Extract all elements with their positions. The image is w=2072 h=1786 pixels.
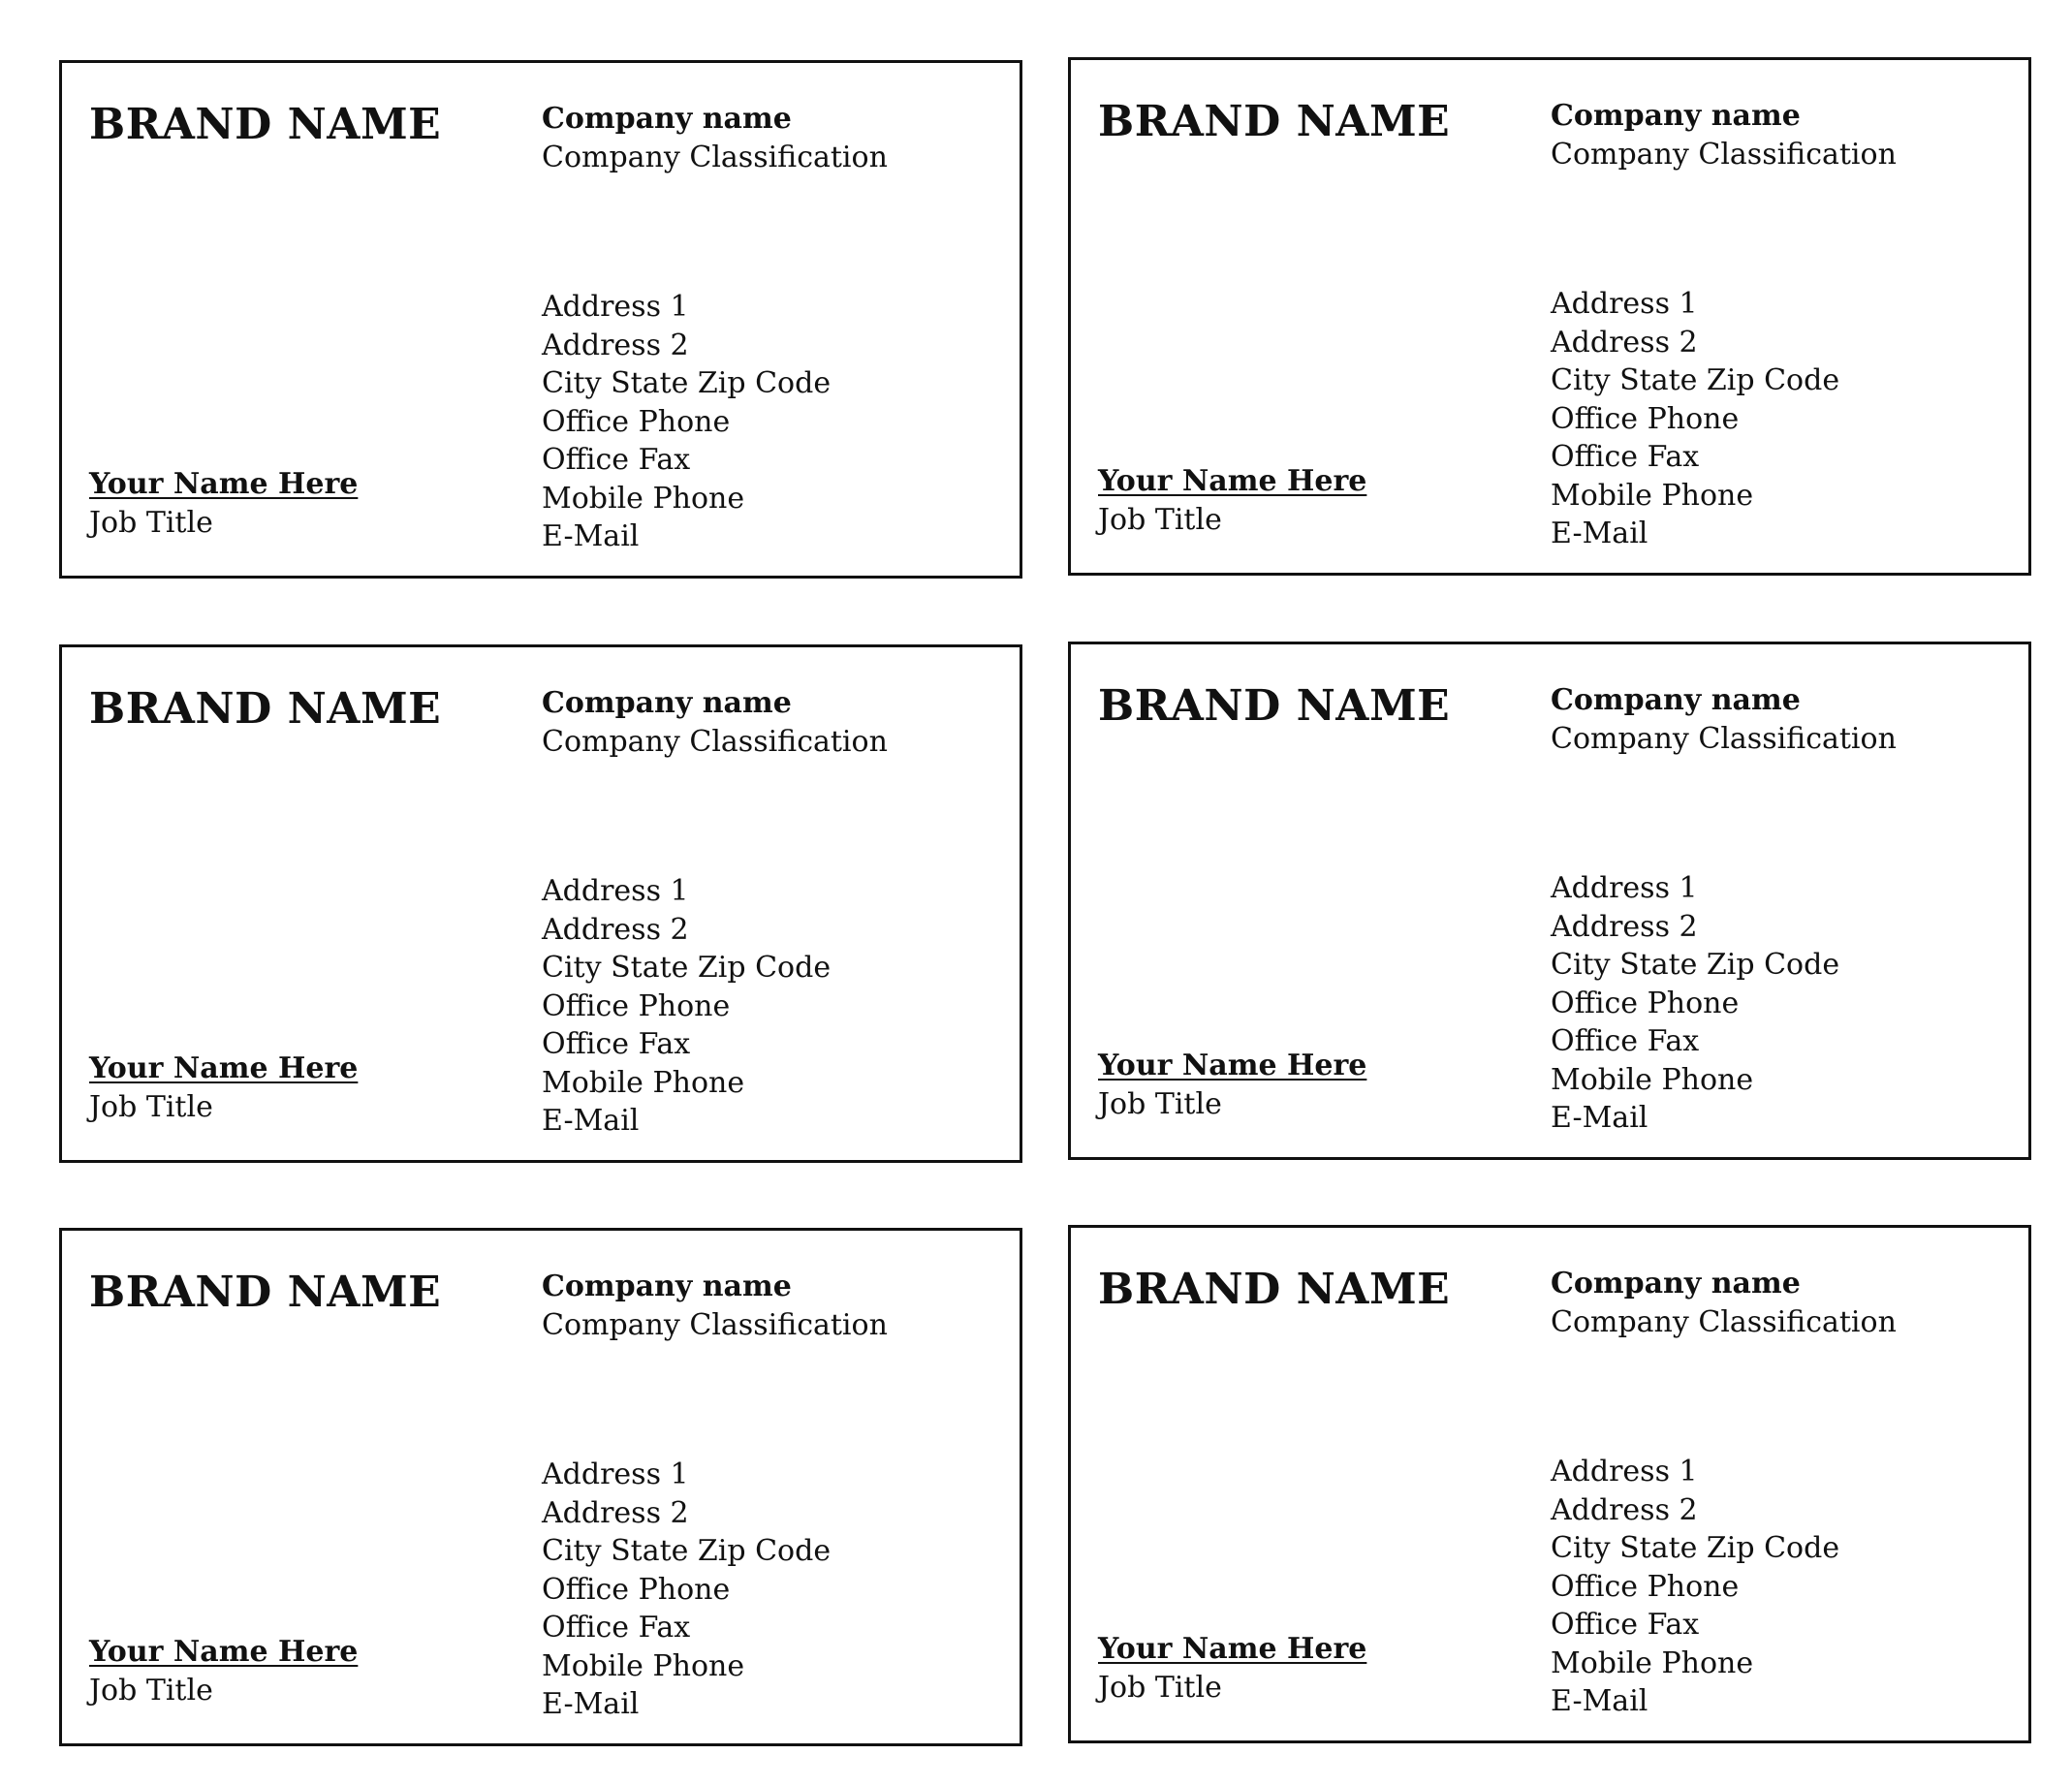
- brand-name: BRAND NAME: [1098, 681, 1451, 731]
- business-card: [1068, 642, 2031, 1160]
- contact-office-phone: Office Phone: [1551, 401, 1740, 436]
- person-name: Your Name Here: [89, 1635, 359, 1669]
- contact-email: E-Mail: [1551, 1684, 1648, 1718]
- company-info: [542, 100, 1007, 556]
- contact-city-state-zip: City State Zip Code: [542, 951, 832, 985]
- contact-address-2: Address 2: [1551, 909, 1698, 944]
- contact-office-fax: Office Fax: [1551, 1024, 1700, 1058]
- contact-mobile-phone: Mobile Phone: [542, 1648, 745, 1683]
- person-name: Your Name Here: [1098, 464, 1367, 498]
- contact-list: [1551, 869, 2016, 1138]
- contact-address-2: Address 2: [1551, 1492, 1698, 1527]
- business-card: [59, 60, 1022, 579]
- person-info: [89, 1050, 496, 1127]
- company-info: [1551, 1265, 2016, 1721]
- person-name: Your Name Here: [89, 467, 359, 501]
- contact-office-fax: Office Fax: [1551, 1608, 1700, 1642]
- contact-office-phone: Office Phone: [542, 988, 731, 1023]
- person-info: [1098, 1630, 1505, 1708]
- company-classification: Company Classification: [542, 141, 888, 174]
- person-name: Your Name Here: [1098, 1632, 1367, 1666]
- company-classification: Company Classification: [1551, 138, 1897, 172]
- contact-city-state-zip: City State Zip Code: [542, 1534, 832, 1568]
- brand-name: BRAND NAME: [1098, 97, 1451, 146]
- contact-address-2: Address 2: [542, 912, 689, 947]
- contact-address-1: Address 1: [1551, 871, 1698, 905]
- contact-address-1: Address 1: [1551, 1455, 1698, 1488]
- job-title: Job Title: [1098, 1087, 1222, 1121]
- company-name: Company name: [542, 1269, 792, 1303]
- contact-mobile-phone: Mobile Phone: [542, 481, 745, 516]
- contact-mobile-phone: Mobile Phone: [1551, 1062, 1754, 1097]
- business-card: [59, 1228, 1022, 1746]
- contact-office-phone: Office Phone: [542, 1572, 731, 1607]
- person-name: Your Name Here: [89, 1051, 359, 1085]
- job-title: Job Title: [89, 506, 213, 540]
- contact-email: E-Mail: [1551, 1101, 1648, 1135]
- company-info: [542, 1268, 1007, 1724]
- company-classification: Company Classification: [542, 1308, 888, 1342]
- brand-name: BRAND NAME: [89, 684, 442, 734]
- contact-list: [542, 1456, 1007, 1724]
- contact-address-2: Address 2: [1551, 325, 1698, 360]
- contact-address-1: Address 1: [542, 290, 689, 324]
- company-classification: Company Classification: [542, 725, 888, 759]
- brand-name: BRAND NAME: [1098, 1265, 1451, 1314]
- job-title: Job Title: [1098, 503, 1222, 537]
- company-info: [1551, 97, 2016, 553]
- contact-email: E-Mail: [542, 519, 640, 553]
- contact-list: [1551, 1453, 2016, 1721]
- contact-office-fax: Office Fax: [542, 1611, 691, 1645]
- brand-name: BRAND NAME: [89, 1268, 442, 1317]
- job-title: Job Title: [1098, 1671, 1222, 1705]
- contact-address-1: Address 1: [542, 1457, 689, 1491]
- contact-email: E-Mail: [1551, 517, 1648, 550]
- person-info: [89, 465, 496, 543]
- contact-city-state-zip: City State Zip Code: [1551, 948, 1840, 982]
- contact-list: [542, 872, 1007, 1141]
- person-info: [1098, 1047, 1505, 1124]
- company-name: Company name: [1551, 683, 1801, 717]
- business-card: [1068, 57, 2031, 576]
- contact-email: E-Mail: [542, 1104, 640, 1138]
- person-info: [1098, 462, 1505, 540]
- contact-address-1: Address 1: [542, 874, 689, 908]
- company-name: Company name: [1551, 99, 1801, 133]
- company-name: Company name: [542, 102, 792, 136]
- contact-address-1: Address 1: [1551, 287, 1698, 321]
- job-title: Job Title: [89, 1674, 213, 1708]
- contact-mobile-phone: Mobile Phone: [542, 1065, 745, 1100]
- contact-mobile-phone: Mobile Phone: [1551, 478, 1754, 513]
- contact-office-phone: Office Phone: [542, 404, 731, 439]
- company-classification: Company Classification: [1551, 722, 1897, 756]
- contact-office-fax: Office Fax: [542, 443, 691, 477]
- contact-city-state-zip: City State Zip Code: [1551, 363, 1840, 397]
- contact-city-state-zip: City State Zip Code: [1551, 1531, 1840, 1565]
- contact-address-2: Address 2: [542, 1495, 689, 1530]
- company-name: Company name: [542, 686, 792, 720]
- person-info: [89, 1633, 496, 1710]
- company-info: [1551, 681, 2016, 1138]
- contact-office-phone: Office Phone: [1551, 1569, 1740, 1604]
- company-classification: Company Classification: [1551, 1305, 1897, 1339]
- contact-mobile-phone: Mobile Phone: [1551, 1645, 1754, 1680]
- contact-email: E-Mail: [542, 1687, 640, 1721]
- person-name: Your Name Here: [1098, 1049, 1367, 1082]
- job-title: Job Title: [89, 1090, 213, 1124]
- contact-office-phone: Office Phone: [1551, 986, 1740, 1020]
- contact-list: [1551, 285, 2016, 553]
- contact-address-2: Address 2: [542, 328, 689, 362]
- company-name: Company name: [1551, 1267, 1801, 1300]
- company-info: [542, 684, 1007, 1141]
- contact-list: [542, 288, 1007, 556]
- contact-office-fax: Office Fax: [542, 1027, 691, 1061]
- business-card: [59, 644, 1022, 1163]
- business-card: [1068, 1225, 2031, 1743]
- brand-name: BRAND NAME: [89, 100, 442, 149]
- contact-city-state-zip: City State Zip Code: [542, 366, 832, 400]
- contact-office-fax: Office Fax: [1551, 440, 1700, 474]
